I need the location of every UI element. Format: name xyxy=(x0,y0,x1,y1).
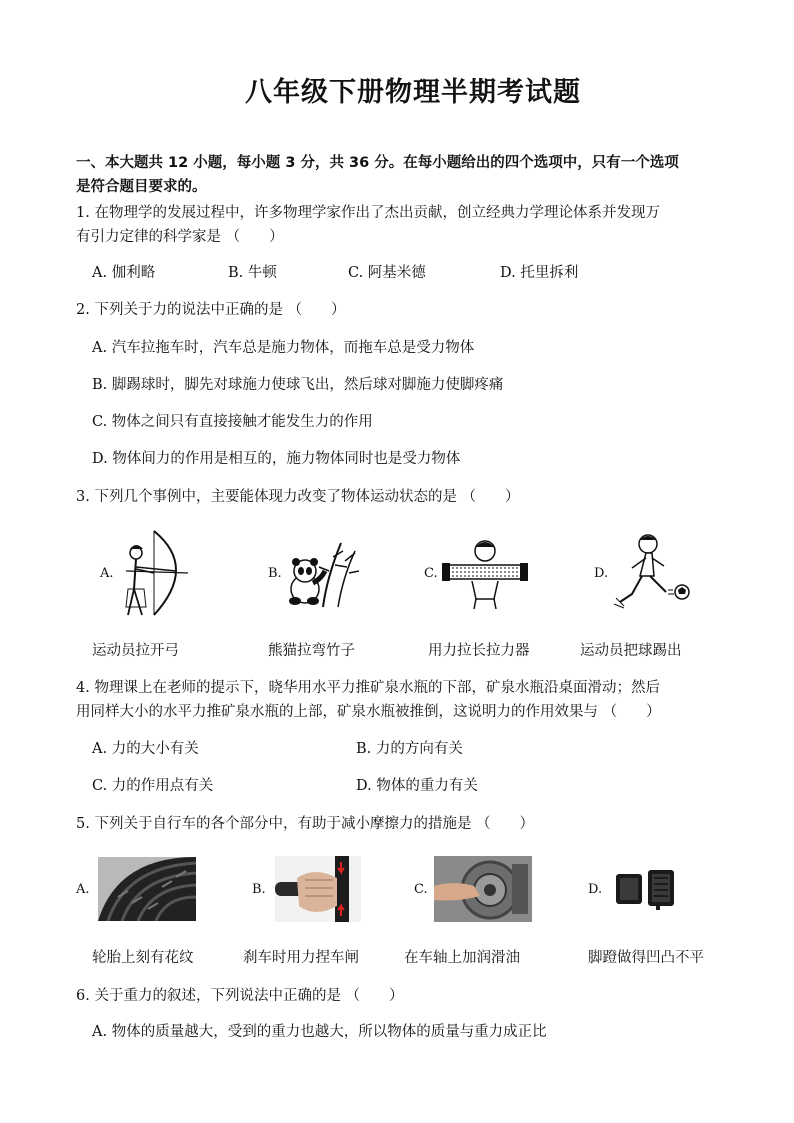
q2-stem: 2. 下列关于力的说法中正确的是 （ ） xyxy=(76,302,346,318)
q4-stem-line2: 用同样大小的水平力推矿泉水瓶的上部，矿泉水瓶被推倒，这说明力的作用效果与 （ ） xyxy=(76,704,661,720)
q3-caption-d: 运动员把球踢出 xyxy=(580,643,682,659)
archer-drawing xyxy=(116,527,196,619)
q4-option-c: C. 力的作用点有关 xyxy=(92,778,214,794)
q5-caption-c: 在车轴上加润滑油 xyxy=(404,950,520,966)
chest-expander-drawing xyxy=(440,537,530,609)
q5-caption-b: 刹车时用力捏车闸 xyxy=(243,950,359,966)
q3-letter-d: D. xyxy=(594,566,609,581)
q4-stem-line1: 4. 物理课上在老师的提示下，晓华用水平力推矿泉水瓶的下部，矿泉水瓶沿桌面滑动；然后 xyxy=(76,680,660,696)
q3-letter-c: C. xyxy=(424,566,438,581)
q4-option-d: D. 物体的重力有关 xyxy=(356,778,478,794)
q3-stem: 3. 下列几个事例中，主要能体现力改变了物体运动状态的是 （ ） xyxy=(76,489,520,505)
q3-letter-a: A. xyxy=(100,566,114,581)
q1-option-b: B. 牛顿 xyxy=(228,265,277,281)
q3-caption-c: 用力拉长拉力器 xyxy=(428,643,530,659)
tire-tread-photo xyxy=(98,857,196,921)
bike-pedal-photo xyxy=(612,864,678,912)
q5-letter-d: D. xyxy=(588,882,603,897)
section-heading-line2: 是符合题目要求的。 xyxy=(76,179,207,195)
q1-option-c: C. 阿基米德 xyxy=(348,265,426,281)
q5-letter-b: B. xyxy=(252,882,266,897)
kicking-ball-drawing xyxy=(610,532,694,612)
brake-lever-photo xyxy=(275,856,361,922)
q5-caption-a: 轮胎上刻有花纹 xyxy=(92,950,194,966)
section-heading-line1: 一、本大题共 12 小题，每小题 3 分，共 36 分。在每小题给出的四个选项中，只有一个选项 xyxy=(76,155,679,171)
q2-option-d: D. 物体间力的作用是相互的，施力物体同时也是受力物体 xyxy=(92,451,461,467)
q4-option-a: A. 力的大小有关 xyxy=(92,741,199,757)
q3-caption-a: 运动员拉开弓 xyxy=(92,643,179,659)
q1-option-a: A. 伽利略 xyxy=(92,265,156,281)
q2-option-c: C. 物体之间只有直接接触才能发生力的作用 xyxy=(92,414,373,430)
q3-caption-b: 熊猫拉弯竹子 xyxy=(268,643,355,659)
q6-stem: 6. 关于重力的叙述，下列说法中正确的是 （ ） xyxy=(76,988,404,1004)
q1-stem-line2: 有引力定律的科学家是 （ ） xyxy=(76,229,284,245)
q6-option-a: A. 物体的质量越大，受到的重力也越大，所以物体的质量与重力成正比 xyxy=(92,1024,547,1040)
q5-letter-c: C. xyxy=(414,882,428,897)
page-title: 八年级下册物理半期考试题 xyxy=(245,77,581,108)
panda-bamboo-drawing xyxy=(283,537,363,609)
q5-stem: 5. 下列关于自行车的各个部分中，有助于减小摩擦力的措施是 （ ） xyxy=(76,816,535,832)
axle-oiling-photo xyxy=(434,856,532,922)
q2-option-b: B. 脚踢球时，脚先对球施力使球飞出，然后球对脚施力使脚疼痛 xyxy=(92,377,504,393)
q1-stem-line1: 1. 在物理学的发展过程中，许多物理学家作出了杰出贡献，创立经典力学理论体系并发现万 xyxy=(76,205,660,221)
q4-option-b: B. 力的方向有关 xyxy=(356,741,463,757)
q1-option-d: D. 托里拆利 xyxy=(500,265,579,281)
q3-letter-b: B. xyxy=(268,566,282,581)
q2-option-a: A. 汽车拉拖车时，汽车总是施力物体，而拖车总是受力物体 xyxy=(92,340,475,356)
q5-letter-a: A. xyxy=(76,882,90,897)
q5-caption-d: 脚蹬做得凹凸不平 xyxy=(588,950,704,966)
